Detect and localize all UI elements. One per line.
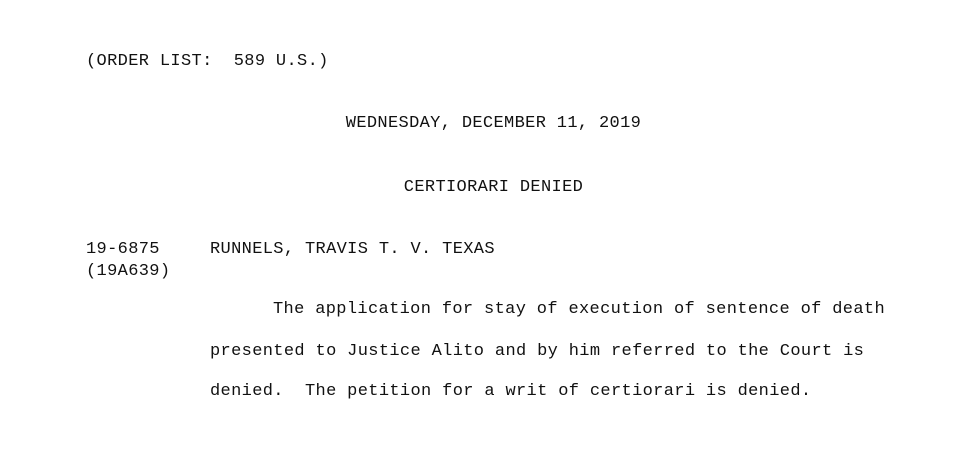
order-paragraph-line-3: denied. The petition for a writ of certiorari is denied.	[210, 382, 812, 401]
order-list-header: (ORDER LIST: 589 U.S.)	[86, 52, 329, 71]
order-paragraph-line-1: The application for stay of execution of sentence of death	[273, 300, 885, 319]
case-caption: RUNNELS, TRAVIS T. V. TEXAS	[210, 240, 495, 259]
order-date: WEDNESDAY, DECEMBER 11, 2019	[345, 114, 642, 133]
docket-number: 19-6875	[86, 240, 160, 259]
application-number: (19A639)	[86, 262, 171, 281]
order-paragraph-line-2: presented to Justice Alito and by him referred to the Court is	[210, 342, 865, 361]
section-heading: CERTIORARI DENIED	[403, 178, 584, 197]
